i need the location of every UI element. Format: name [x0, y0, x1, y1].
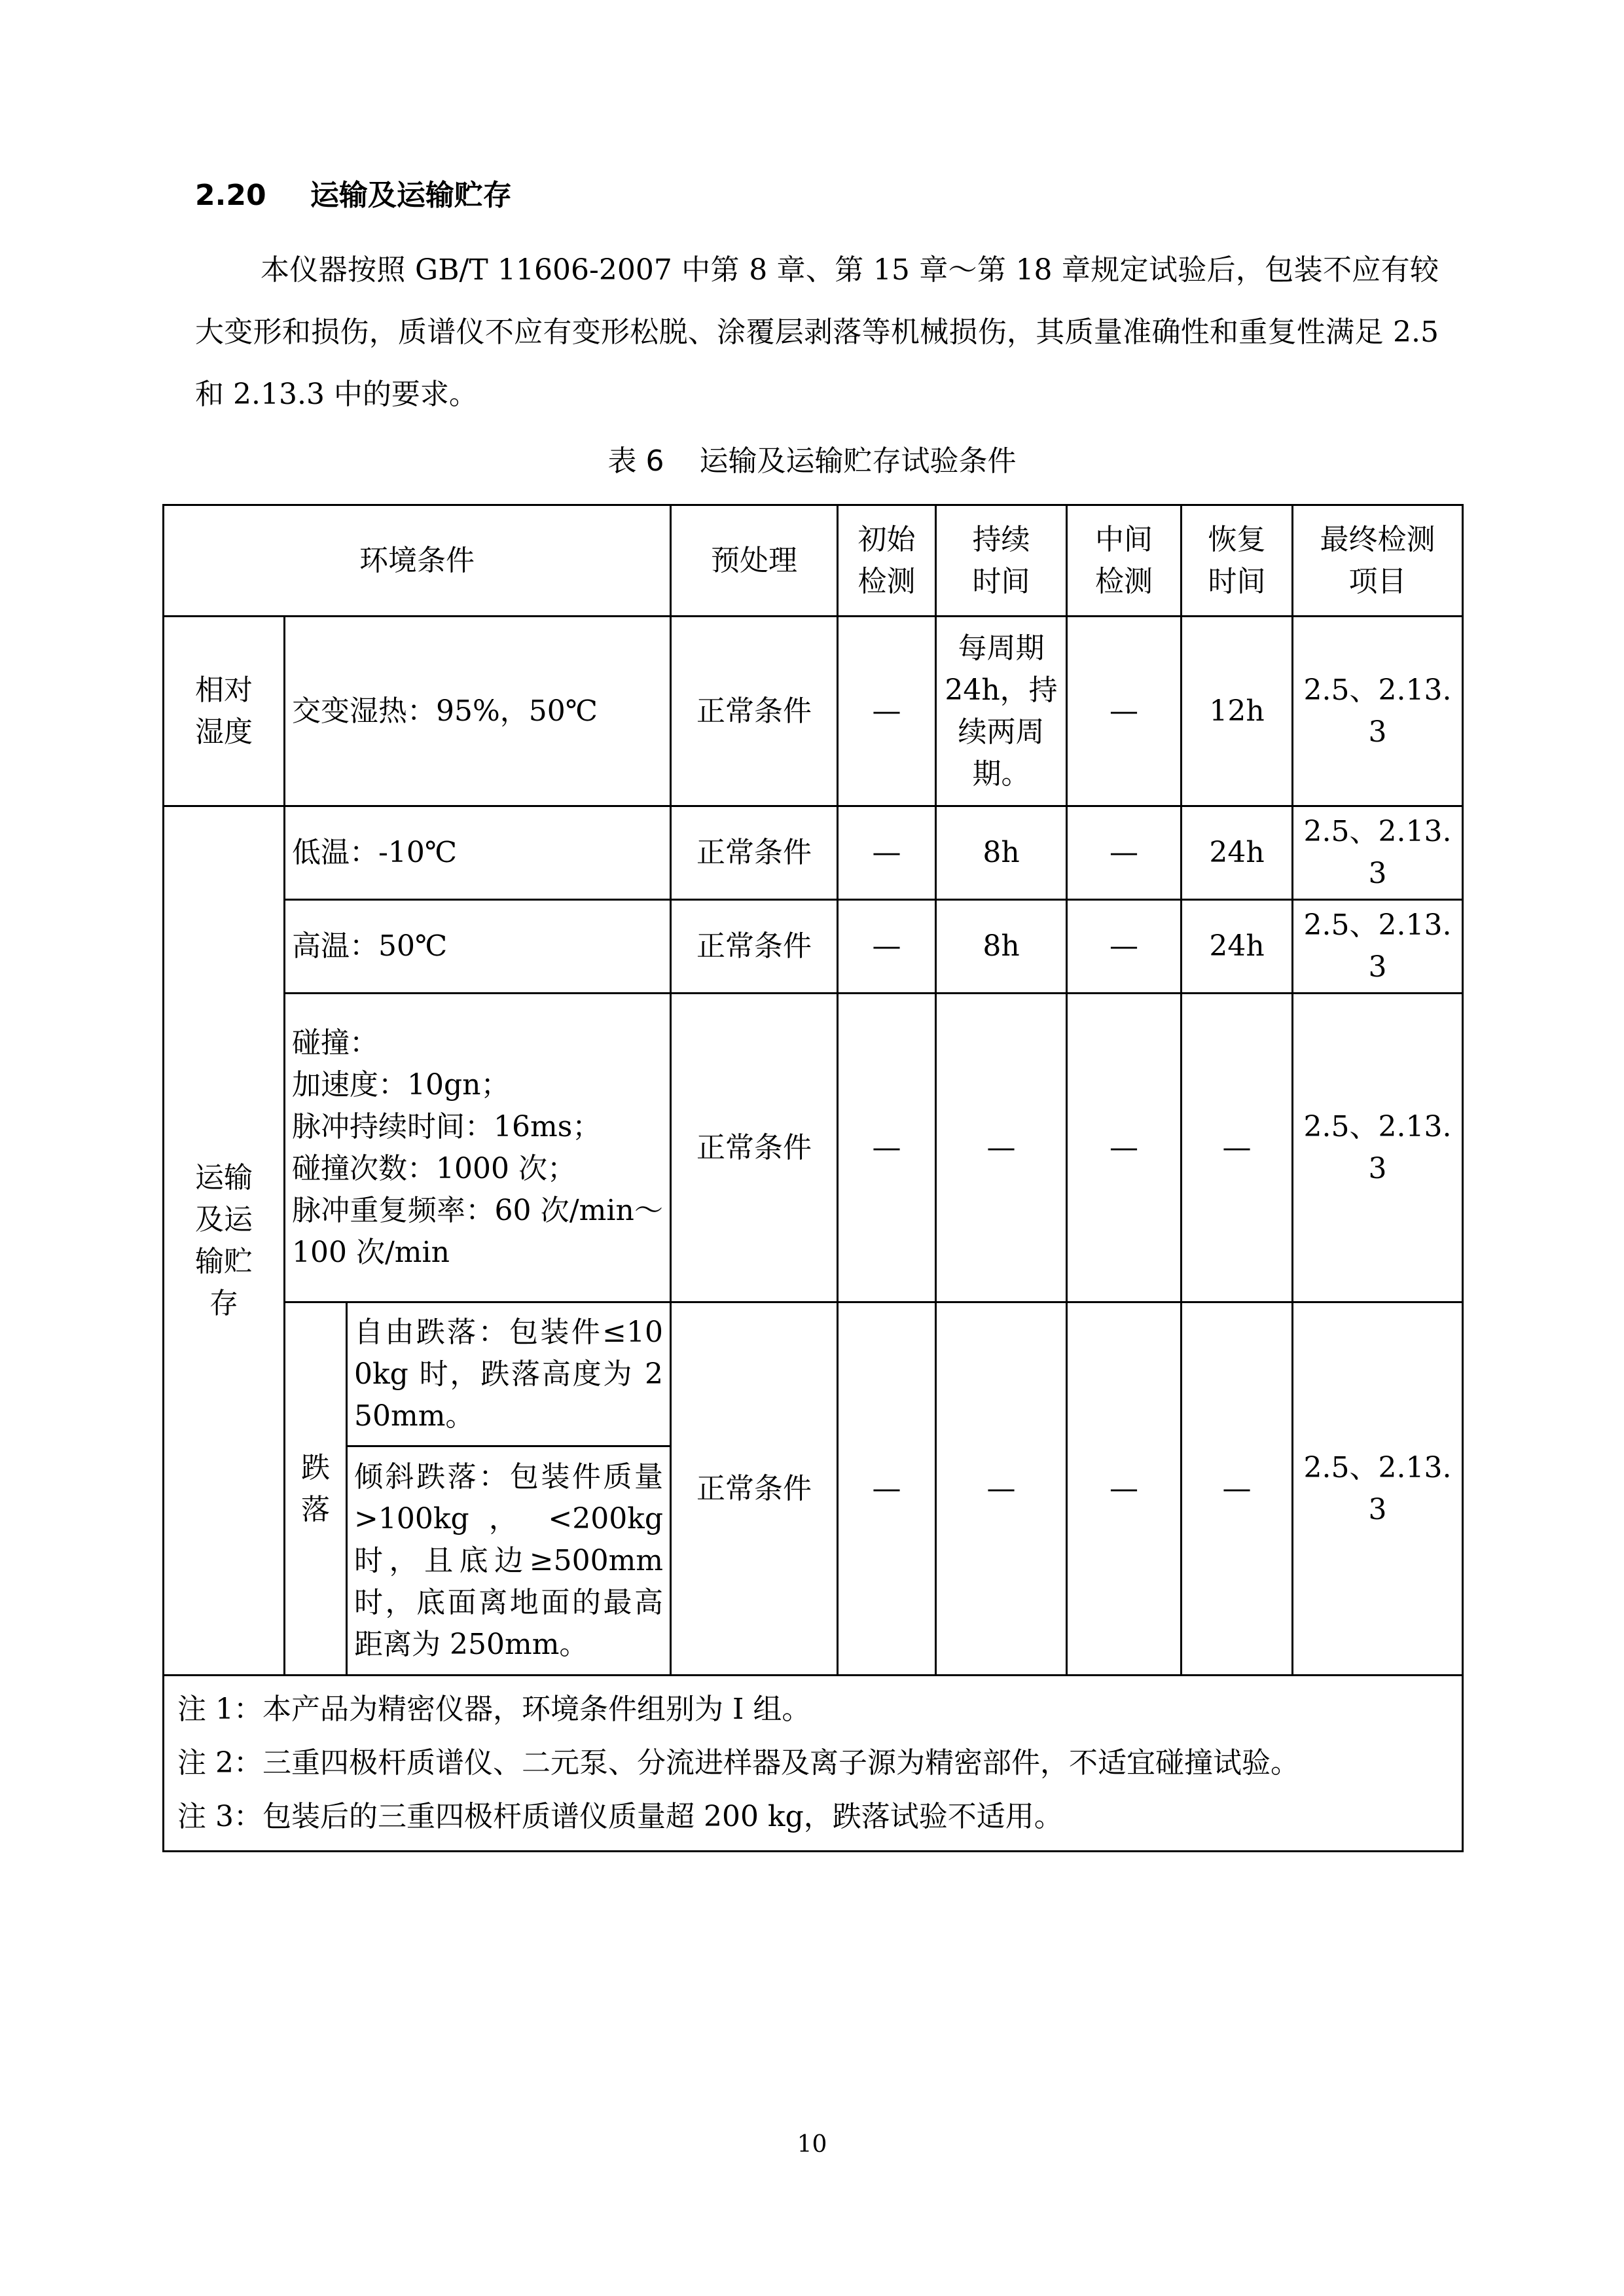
header-initial-line1: 初始 [857, 522, 916, 556]
bump-recovery: — [1182, 994, 1293, 1302]
high-temp-pre: 正常条件 [671, 900, 838, 994]
group-drop-line2: 落 [301, 1492, 330, 1526]
body-paragraph: 本仪器按照 GB/T 11606-2007 中第 8 章、第 15 章～第 18 章规定试验后，包装不应有较大变形和损伤，质谱仪不应有变形松脱、涂覆层剥落等机械损伤，其质量准确性和重复性满足 2.5 和 2.13.3 中的要求。 [195, 253, 1439, 411]
humidity-condition: 交变湿热：95%，50℃ [285, 617, 671, 806]
section-number: 2.20 [195, 179, 266, 212]
page-number: 10 [797, 2131, 827, 2158]
bump-line5: 脉冲重复频率：60 次/min～100 次/min [292, 1193, 664, 1269]
high-temp-recovery: 24h [1182, 900, 1293, 994]
bump-line4: 碰撞次数：1000 次； [292, 1151, 576, 1185]
high-temp-initial: — [838, 900, 936, 994]
header-duration-line1: 持续 [972, 522, 1030, 556]
group-drop [285, 1302, 347, 1676]
header-final [1293, 505, 1463, 617]
header-pretreatment: 预处理 [671, 505, 838, 617]
header-final-line2: 项目 [1348, 564, 1407, 598]
group-transport-line1: 运输 [195, 1160, 253, 1194]
humidity-duration-line4: 期。 [972, 757, 1030, 791]
note-3: 注 3：包装后的三重四极杆质谱仪质量超 200 kg，跌落试验不适用。 [177, 1800, 1063, 1833]
high-temp-final: 2.5、2.13.3 [1293, 900, 1463, 994]
header-recovery-line1: 恢复 [1208, 522, 1266, 556]
test-conditions-table [162, 504, 1464, 1852]
group-transport-line4: 存 [209, 1286, 238, 1320]
section-heading [195, 171, 512, 213]
low-temp-condition: 低温：-10℃ [285, 806, 671, 900]
group-humidity [164, 617, 285, 806]
bump-condition [285, 994, 671, 1302]
humidity-recovery: 12h [1182, 617, 1293, 806]
low-temp-initial: — [838, 806, 936, 900]
group-humidity-line1: 相对 [195, 673, 253, 707]
row-high-temp [164, 900, 1463, 994]
humidity-initial: — [838, 617, 936, 806]
drop-pre: 正常条件 [671, 1302, 838, 1676]
header-duration [936, 505, 1067, 617]
table-caption-number: 表 6 [607, 444, 664, 478]
free-drop-condition: 自由跌落：包装件≤100kg 时，跌落高度为 250mm。 [347, 1302, 671, 1446]
high-temp-condition: 高温：50℃ [285, 900, 671, 994]
header-recovery-line2: 时间 [1208, 564, 1266, 598]
low-temp-final: 2.5、2.13.3 [1293, 806, 1463, 900]
drop-recovery: — [1182, 1302, 1293, 1676]
high-temp-middle: — [1067, 900, 1182, 994]
high-temp-duration: 8h [936, 900, 1067, 994]
bump-pre: 正常条件 [671, 994, 838, 1302]
humidity-final: 2.5、2.13.3 [1293, 617, 1463, 806]
row-humidity [164, 617, 1463, 806]
drop-duration: — [936, 1302, 1067, 1676]
humidity-duration [936, 617, 1067, 806]
drop-initial: — [838, 1302, 936, 1676]
group-transport-line3: 输贮 [195, 1244, 253, 1278]
bump-initial: — [838, 994, 936, 1302]
note-2: 注 2：三重四极杆质谱仪、二元泵、分流进样器及离子源为精密部件，不适宜碰撞试验。 [177, 1746, 1299, 1780]
bump-final: 2.5、2.13.3 [1293, 994, 1463, 1302]
group-humidity-line2: 湿度 [195, 715, 253, 749]
humidity-duration-line3: 续两周 [958, 715, 1045, 749]
humidity-pre: 正常条件 [671, 617, 838, 806]
header-final-line1: 最终检测 [1320, 522, 1435, 556]
row-free-drop [164, 1302, 1463, 1446]
header-duration-line2: 时间 [972, 564, 1030, 598]
table-caption [0, 437, 1624, 479]
low-temp-middle: — [1067, 806, 1182, 900]
note-1: 注 1：本产品为精密仪器，环境条件组别为 I 组。 [177, 1693, 811, 1726]
header-initial [838, 505, 936, 617]
section-title: 运输及运输贮存 [310, 179, 512, 212]
group-transport [164, 806, 285, 1676]
humidity-duration-line2: 24h，持 [945, 673, 1058, 707]
humidity-duration-line1: 每周期 [958, 631, 1045, 665]
table-caption-title: 运输及运输贮存试验条件 [699, 444, 1017, 478]
bump-line1: 碰撞： [292, 1026, 378, 1060]
humidity-middle: — [1067, 617, 1182, 806]
low-temp-duration: 8h [936, 806, 1067, 900]
table-notes [164, 1676, 1463, 1852]
bump-line2: 加速度：10gn； [292, 1067, 510, 1102]
header-middle-line2: 检测 [1095, 564, 1153, 598]
bump-duration: — [936, 994, 1067, 1302]
low-temp-recovery: 24h [1182, 806, 1293, 900]
table-header-row [164, 505, 1463, 617]
low-temp-pre: 正常条件 [671, 806, 838, 900]
header-initial-line2: 检测 [857, 564, 916, 598]
bump-line3: 脉冲持续时间：16ms； [292, 1109, 602, 1143]
row-low-temp [164, 806, 1463, 900]
row-bump [164, 994, 1463, 1302]
header-recovery [1182, 505, 1293, 617]
header-middle [1067, 505, 1182, 617]
bump-middle: — [1067, 994, 1182, 1302]
row-notes [164, 1676, 1463, 1852]
drop-final: 2.5、2.13.3 [1293, 1302, 1463, 1676]
group-drop-line1: 跌 [301, 1450, 330, 1484]
header-middle-line1: 中间 [1095, 522, 1153, 556]
group-transport-line2: 及运 [195, 1202, 253, 1236]
drop-middle: — [1067, 1302, 1182, 1676]
tilt-drop-condition: 倾斜跌落：包装件质量 >100kg ， <200kg 时，且底边≥500mm 时，底面离地面的最高距离为 250mm。 [347, 1446, 671, 1676]
header-env: 环境条件 [164, 505, 671, 617]
